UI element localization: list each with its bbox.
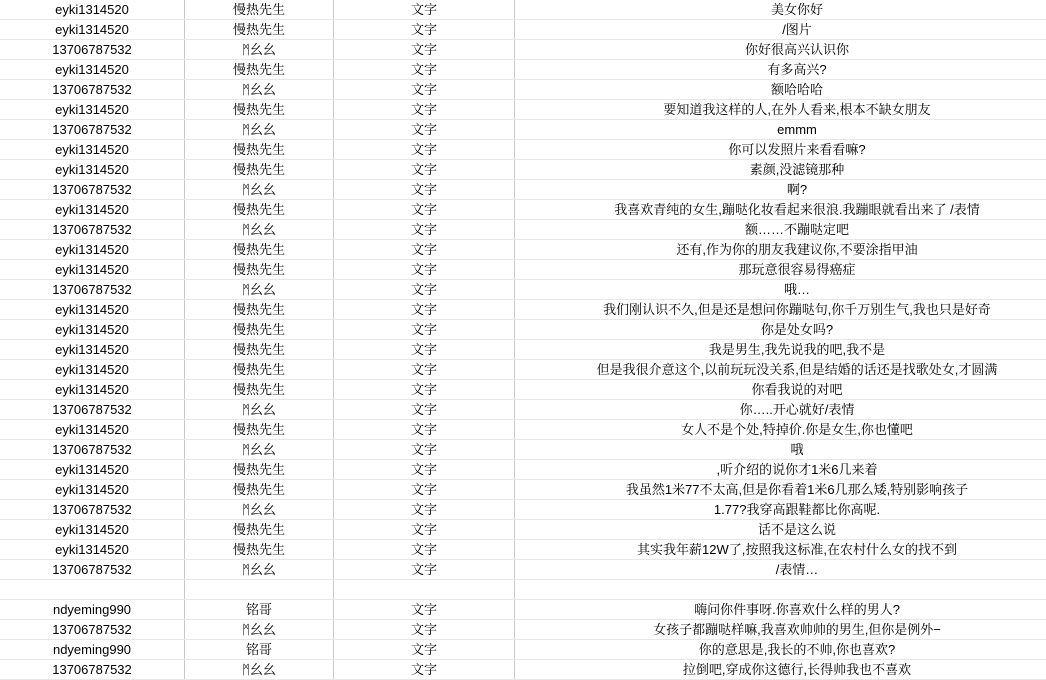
cell-account-id: eyki1314520 [0,0,185,20]
cell-account-id: eyki1314520 [0,300,185,320]
cell-message-text: 你的意思是,我长的不帅,你也喜欢? [515,640,1046,660]
table-row[interactable] [0,500,1046,520]
cell-message-type: 文字 [334,40,515,60]
table-row[interactable] [0,480,1046,500]
cell-message-text: 你好很高兴认识你 [515,40,1046,60]
table-row[interactable] [0,560,1046,580]
cell-message-type: 文字 [334,100,515,120]
cell-account-id: eyki1314520 [0,240,185,260]
cell-account-id: 13706787532 [0,620,185,640]
cell-nickname: 慢热先生 [185,20,334,40]
cell-account-id: eyki1314520 [0,520,185,540]
cell-message-type: 文字 [334,460,515,480]
cell-message-type: 文字 [334,160,515,180]
cell-account-id: 13706787532 [0,500,185,520]
cell-nickname: 慢热先生 [185,360,334,380]
cell-nickname: 慢热先生 [185,380,334,400]
cell-nickname: 慢热先生 [185,460,334,480]
table-row[interactable] [0,60,1046,80]
cell-message-text: 嗨问你件事呀.你喜欢什么样的男人? [515,600,1046,620]
table-row[interactable] [0,20,1046,40]
cell-nickname [185,580,334,600]
cell-message-text: 拉倒吧,穿成你这德行,长得帅我也不喜欢 [515,660,1046,680]
cell-message-text: ,听介绍的说你才1米6几来着 [515,460,1046,480]
cell-message-text: 你…..开心就好/表情 [515,400,1046,420]
cell-message-text: 其实我年薪12W了,按照我这标准,在农村什么女的找不到 [515,540,1046,560]
cell-message-text: /表情… [515,560,1046,580]
cell-message-text: 你是处女吗? [515,320,1046,340]
cell-message-type: 文字 [334,300,515,320]
table-row[interactable] [0,200,1046,220]
table-row[interactable] [0,160,1046,180]
cell-message-text: 还有,作为你的朋友我建议你,不要涂指甲油 [515,240,1046,260]
cell-message-type: 文字 [334,320,515,340]
cell-message-text: 但是我很介意这个,以前玩玩没关系,但是结婚的话还是找歌处女,才圆满 [515,360,1046,380]
table-row[interactable] [0,300,1046,320]
cell-message-type: 文字 [334,80,515,100]
cell-message-type: 文字 [334,240,515,260]
cell-message-text: 1.77?我穿高跟鞋都比你高呢. [515,500,1046,520]
cell-message-type: 文字 [334,220,515,240]
cell-message-type: 文字 [334,20,515,40]
table-row[interactable] [0,420,1046,440]
table-row[interactable] [0,280,1046,300]
cell-account-id: eyki1314520 [0,540,185,560]
cell-account-id: 13706787532 [0,80,185,100]
cell-message-type: 文字 [334,0,515,20]
table-row[interactable] [0,220,1046,240]
table-row[interactable] [0,460,1046,480]
table-row[interactable] [0,620,1046,640]
cell-message-text: 哦 [515,440,1046,460]
cell-message-type: 文字 [334,520,515,540]
cell-account-id: eyki1314520 [0,460,185,480]
cell-nickname: ᛗ幺幺 [185,180,334,200]
cell-account-id: 13706787532 [0,120,185,140]
cell-message-text: 话不是这么说 [515,520,1046,540]
cell-account-id: eyki1314520 [0,200,185,220]
cell-message-text: 啊? [515,180,1046,200]
cell-account-id: eyki1314520 [0,140,185,160]
cell-message-type: 文字 [334,660,515,680]
cell-message-text: 那玩意很容易得癌症 [515,260,1046,280]
table-row[interactable] [0,100,1046,120]
cell-account-id: 13706787532 [0,560,185,580]
table-row[interactable] [0,440,1046,460]
cell-nickname: 铭哥 [185,640,334,660]
cell-message-type: 文字 [334,120,515,140]
cell-nickname: 慢热先生 [185,300,334,320]
cell-nickname: ᛗ幺幺 [185,220,334,240]
cell-message-type: 文字 [334,200,515,220]
cell-message-type: 文字 [334,360,515,380]
cell-message-type: 文字 [334,60,515,80]
cell-account-id: 13706787532 [0,400,185,420]
table-row[interactable] [0,320,1046,340]
cell-nickname: 慢热先生 [185,240,334,260]
cell-nickname: ᛗ幺幺 [185,400,334,420]
cell-nickname: 慢热先生 [185,260,334,280]
cell-account-id: 13706787532 [0,440,185,460]
cell-nickname: 慢热先生 [185,100,334,120]
cell-account-id: eyki1314520 [0,320,185,340]
cell-account-id: eyki1314520 [0,480,185,500]
table-row[interactable] [0,120,1046,140]
cell-message-type: 文字 [334,440,515,460]
cell-message-text: 美女你好 [515,0,1046,20]
cell-message-text: 素颜,没滤镜那种 [515,160,1046,180]
cell-message-text: 要知道我这样的人,在外人看来,根本不缺女朋友 [515,100,1046,120]
cell-message-text: 我们刚认识不久,但是还是想问你蹦哒句,你千万别生气,我也只是好奇 [515,300,1046,320]
cell-account-id: ndyeming990 [0,600,185,620]
table-row[interactable] [0,180,1046,200]
cell-message-type: 文字 [334,560,515,580]
cell-nickname: 慢热先生 [185,140,334,160]
cell-nickname: 慢热先生 [185,340,334,360]
table-row[interactable] [0,80,1046,100]
cell-message-text: 有多高兴? [515,60,1046,80]
cell-message-type: 文字 [334,340,515,360]
table-row[interactable] [0,520,1046,540]
cell-message-text: emmm [515,120,1046,140]
cell-nickname: 慢热先生 [185,420,334,440]
cell-account-id: eyki1314520 [0,340,185,360]
cell-account-id: 13706787532 [0,280,185,300]
cell-nickname: 慢热先生 [185,520,334,540]
cell-message-type: 文字 [334,620,515,640]
cell-message-type [334,580,515,600]
cell-message-type: 文字 [334,260,515,280]
cell-nickname: 慢热先生 [185,160,334,180]
table-row[interactable] [0,140,1046,160]
cell-account-id: eyki1314520 [0,160,185,180]
cell-message-text: 你可以发照片来看看嘛? [515,140,1046,160]
table-row-empty[interactable] [0,580,1046,600]
cell-account-id: 13706787532 [0,40,185,60]
cell-nickname: 慢热先生 [185,320,334,340]
cell-message-type: 文字 [334,540,515,560]
cell-nickname: ᛗ幺幺 [185,500,334,520]
cell-nickname: ᛗ幺幺 [185,80,334,100]
cell-nickname: ᛗ幺幺 [185,440,334,460]
cell-nickname: 慢热先生 [185,200,334,220]
cell-message-text: 我是男生,我先说我的吧,我不是 [515,340,1046,360]
cell-message-type: 文字 [334,600,515,620]
cell-account-id [0,580,185,600]
cell-account-id: eyki1314520 [0,100,185,120]
cell-nickname: ᛗ幺幺 [185,620,334,640]
cell-account-id: eyki1314520 [0,420,185,440]
cell-message-type: 文字 [334,140,515,160]
cell-message-text: 额……不蹦哒定吧 [515,220,1046,240]
table-row[interactable] [0,660,1046,680]
cell-nickname: 慢热先生 [185,60,334,80]
cell-account-id: 13706787532 [0,660,185,680]
cell-account-id: ndyeming990 [0,640,185,660]
table-row[interactable] [0,600,1046,620]
cell-message-type: 文字 [334,280,515,300]
table-row[interactable] [0,380,1046,400]
cell-nickname: ᛗ幺幺 [185,280,334,300]
cell-account-id: 13706787532 [0,220,185,240]
cell-message-type: 文字 [334,420,515,440]
cell-message-type: 文字 [334,480,515,500]
cell-message-text [515,580,1046,600]
cell-nickname: 慢热先生 [185,540,334,560]
table-row[interactable] [0,540,1046,560]
table-row[interactable] [0,640,1046,660]
table-row[interactable] [0,260,1046,280]
cell-message-text: 女人不是个处,特掉价.你是女生,你也懂吧 [515,420,1046,440]
table-row[interactable] [0,240,1046,260]
cell-nickname: ᛗ幺幺 [185,560,334,580]
table-row[interactable] [0,400,1046,420]
cell-nickname: ᛗ幺幺 [185,40,334,60]
cell-nickname: ᛗ幺幺 [185,120,334,140]
cell-message-text: 女孩子都蹦哒样嘛,我喜欢帅帅的男生,但你是例外− [515,620,1046,640]
cell-account-id: eyki1314520 [0,60,185,80]
cell-message-text: 额哈哈哈 [515,80,1046,100]
cell-account-id: eyki1314520 [0,360,185,380]
cell-nickname: 铭哥 [185,600,334,620]
cell-message-type: 文字 [334,640,515,660]
cell-message-text: /图片 [515,20,1046,40]
cell-message-text: 我喜欢青纯的女生,蹦哒化妆看起来很浪.我蹦眼就看出来了 /表情 [515,200,1046,220]
cell-message-type: 文字 [334,400,515,420]
cell-nickname: 慢热先生 [185,0,334,20]
cell-message-text: 哦… [515,280,1046,300]
table-row[interactable] [0,0,1046,20]
cell-message-text: 我虽然1米77不太高,但是你看着1米6几那么矮,特别影响孩子 [515,480,1046,500]
cell-message-text: 你看我说的对吧 [515,380,1046,400]
table-row[interactable] [0,340,1046,360]
cell-nickname: 慢热先生 [185,480,334,500]
cell-account-id: eyki1314520 [0,380,185,400]
cell-account-id: eyki1314520 [0,20,185,40]
cell-message-type: 文字 [334,380,515,400]
table-row[interactable] [0,360,1046,380]
table-row[interactable] [0,40,1046,60]
cell-message-type: 文字 [334,500,515,520]
cell-nickname: ᛗ幺幺 [185,660,334,680]
cell-account-id: eyki1314520 [0,260,185,280]
cell-message-type: 文字 [334,180,515,200]
cell-account-id: 13706787532 [0,180,185,200]
